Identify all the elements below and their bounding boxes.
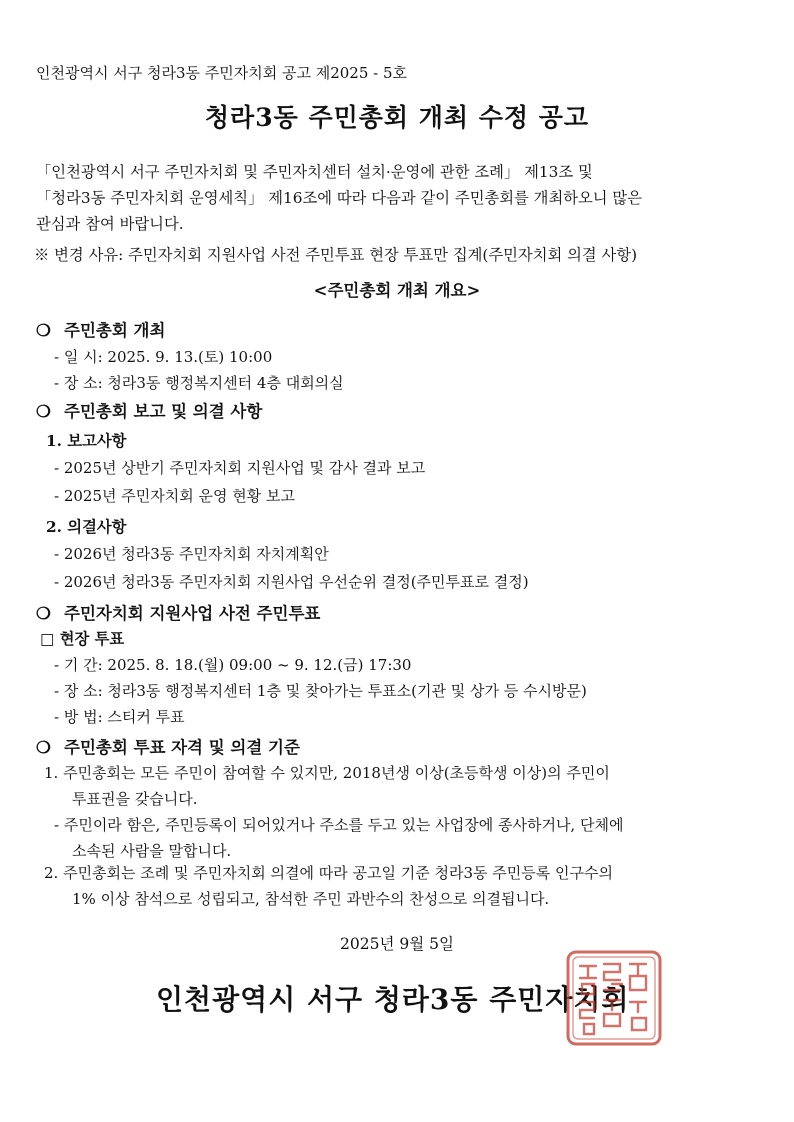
intro-line-2: 「청라3동 주민자치회 운영세칙」 제16조에 따라 다음과 같이 주민총회를 개최하오니 많은: [36, 189, 642, 207]
issuing-organization: 인천광역시 서구 청라3동 주민자치회: [156, 983, 630, 1016]
section-heading-meeting: [36, 317, 165, 341]
criteria-definition-line-1: - 주민이라 함은, 주민등록이 되어있거나 주소를 두고 있는 사업장에 종사하거나, 단체에: [54, 816, 624, 834]
notice-date: 2025년 9월 5일: [340, 935, 454, 953]
circle-bullet-icon: ❍: [36, 604, 51, 623]
criteria-definition-line-2: 소속된 사람을 말합니다.: [72, 842, 232, 860]
notice-number: 인천광역시 서구 청라3동 주민자치회 공고 제2025 - 5호: [36, 64, 408, 82]
intro-line-1: 「인천광역시 서구 주민자치회 및 주민자치센터 설치·운영에 관한 조례」 제13조 및: [36, 163, 593, 181]
circle-bullet-icon: ❍: [36, 402, 51, 421]
circle-bullet-icon: ❍: [36, 321, 51, 340]
circle-bullet-icon: ❍: [36, 738, 51, 757]
vote-method: - 방 법: 스티커 투표: [54, 708, 185, 726]
intro-line-3: 관심과 참여 바랍니다.: [36, 215, 184, 233]
criteria-2-line-1: 2. 주민총회는 조례 및 주민자치회 의결에 따라 공고일 기준 청라3동 주민등록 인구수의: [44, 864, 613, 882]
list-item: - 2025년 주민자치회 운영 현황 보고: [54, 487, 295, 505]
official-seal-stamp: [564, 948, 664, 1048]
section-title: 주민총회 개최: [64, 321, 166, 340]
section-title: 주민자치회 지원사업 사전 주민투표: [64, 604, 321, 623]
section-heading-vote: [36, 600, 320, 624]
section-heading-agenda: [36, 398, 262, 422]
subheading-resolutions: 2. 의결사항: [46, 518, 127, 536]
meeting-datetime: - 일 시: 2025. 9. 13.(토) 10:00: [54, 348, 273, 366]
vote-period: - 기 간: 2025. 8. 18.(월) 09:00 ~ 9. 12.(금) 17:30: [54, 656, 412, 674]
criteria-1-line-1: 1. 주민총회는 모든 주민이 참여할 수 있지만, 2018년생 이상(초등학생 이상)의 주민이: [44, 764, 610, 782]
section-title: 주민총회 보고 및 의결 사항: [64, 402, 263, 421]
list-item: - 2026년 청라3동 주민자치회 지원사업 우선순위 결정(주민투표로 결정): [54, 573, 529, 591]
subheading-reports: 1. 보고사항: [46, 432, 127, 450]
section-heading-criteria: [36, 734, 300, 758]
section-title: 주민총회 투표 자격 및 의결 기준: [64, 738, 300, 757]
page-title: 청라3동 주민총회 개최 수정 공고: [204, 103, 590, 132]
vote-location: - 장 소: 청라3동 행정복지센터 1층 및 찾아가는 투표소(기관 및 상가 등 수시방문): [54, 682, 587, 700]
criteria-1-line-2: 투표권을 갖습니다.: [72, 790, 198, 808]
meeting-location: - 장 소: 청라3동 행정복지센터 4층 대회의실: [54, 374, 344, 392]
overview-title: <주민총회 개최 개요>: [313, 281, 481, 300]
subheading-onsite-vote: □ 현장 투표: [40, 630, 125, 648]
criteria-2-line-2: 1% 이상 참석으로 성립되고, 참석한 주민 과반수의 찬성으로 의결됩니다.: [72, 890, 550, 908]
change-reason: ※ 변경 사유: 주민자치회 지원사업 사전 주민투표 현장 투표만 집계(주민자치회 의결 사항): [34, 246, 638, 264]
list-item: - 2026년 청라3동 주민자치회 자치계획안: [54, 545, 329, 563]
list-item: - 2025년 상반기 주민자치회 지원사업 및 감사 결과 보고: [54, 459, 426, 477]
